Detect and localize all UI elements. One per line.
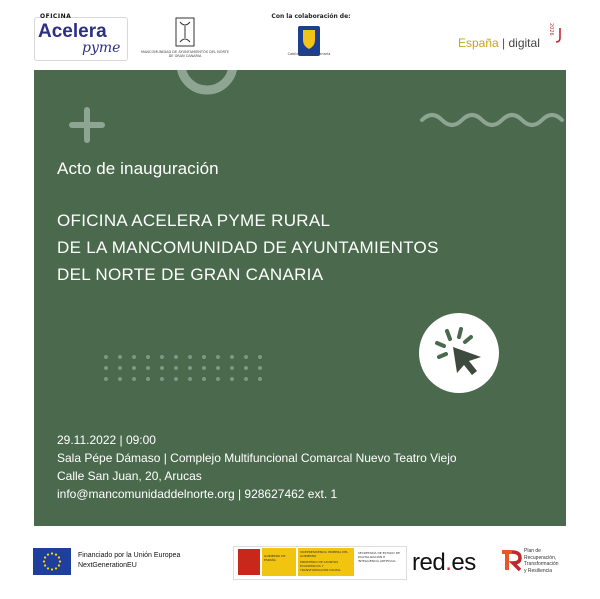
plan-line-4: y Resiliencia [524,567,553,574]
eu-star [47,567,49,569]
eu-star [55,567,57,569]
grid-dot [188,355,192,359]
eu-stars-icon [33,548,71,575]
grid-dot [216,366,220,370]
plan-line-2: Recuperación, [524,554,557,561]
event-subtitle: Acto de inauguración [57,159,219,178]
eu-line-2: NextGenerationEU [78,562,137,569]
grid-dot [230,355,234,359]
grid-dot [174,377,178,381]
eu-star [43,560,45,562]
red-es-logo [412,549,476,577]
grid-dot [160,355,164,359]
grid-dot [132,355,136,359]
grid-dot [244,355,248,359]
eu-line-1: Financiado por la Unión Europea [78,552,181,559]
grid-dot [118,355,122,359]
event-address: Calle San Juan, 20, Arucas [57,469,202,483]
secretaria-text: SECRETARÍA DE ESTADO DE DIGITALIZACIÓN E INTELIGENCIA ARTIFICIAL [358,551,400,563]
grid-dot [104,366,108,370]
headline-line-1: OFICINA ACELERA PYME RURAL [57,211,331,230]
eu-star [59,560,61,562]
grid-dot [160,366,164,370]
grid-dot [230,366,234,370]
eu-star [47,553,49,555]
eu-flag-icon [33,548,71,575]
grid-dot [258,355,262,359]
espana-word: España [458,36,499,50]
mancomunidad-emblem-icon [140,16,230,50]
redes-part-2: es [451,549,476,576]
grid-dot [174,366,178,370]
grid-dot [132,366,136,370]
cursor-click-icon [419,313,499,393]
plan-recuperacion-icon [500,548,522,574]
arrow-icon [554,22,568,46]
oficina-acelera-pyme-logo [38,15,128,59]
grid-dot [216,355,220,359]
gobierno-block [262,548,296,576]
plan-recuperacion-text [524,548,559,574]
logo-acelera-small: OFICINA [40,13,72,20]
logo-acelera-pyme: pyme [82,40,121,56]
headline-line-2: DE LA MANCOMUNIDAD DE AYUNTAMIENTOS [57,238,439,257]
eu-star [44,556,46,558]
year-mark [550,22,564,46]
grid-dot [132,377,136,381]
grid-dot [104,355,108,359]
eu-star [58,564,60,566]
grid-dot [258,377,262,381]
cabildo-logo-text: Cabildo de Gran Canaria [287,52,331,56]
plan-line-1: Plan de [524,548,541,554]
eu-star [58,556,60,558]
click-icon-circle [419,313,499,393]
gobierno-text: GOBIERNO DE ESPAÑA [264,554,286,562]
eu-star [55,553,57,555]
grid-dot [244,377,248,381]
espana-digital-logo: España | digital [458,36,540,50]
digital-word: digital [508,36,540,50]
grid-dot [202,355,206,359]
eu-star [51,568,53,570]
plus-decoration [72,110,102,140]
grid-dot [118,377,122,381]
mancomunidad-logo [140,16,230,60]
grid-dot [230,377,234,381]
grid-dot [160,377,164,381]
eu-funding-text [78,551,180,571]
redes-dot: . [445,549,452,576]
grid-dot [216,377,220,381]
logo-acelera-big: Acelera [38,21,107,42]
grid-dot [174,355,178,359]
grid-dot [258,366,262,370]
ring-decoration [181,70,233,90]
grid-dot [188,377,192,381]
grid-dot [104,377,108,381]
grid-dot [202,366,206,370]
grid-dot [118,366,122,370]
grid-dot [146,366,150,370]
eu-star [44,564,46,566]
event-venue: Sala Pépe Dámaso | Complejo Multifuncional Comarcal Nuevo Teatro Viejo [57,451,457,465]
spain-shield-icon [238,549,260,575]
vicepresidencia-text: VICEPRESIDENCIA PRIMERA DEL GOBIERNO [300,550,349,558]
wave-decoration [422,115,562,125]
grid-dot [146,377,150,381]
headline-line-3: DEL NORTE DE GRAN CANARIA [57,265,324,284]
grid-dot [188,366,192,370]
year-mark-text: 2026 [548,23,554,36]
grid-dot [146,355,150,359]
dot-grid-decoration [104,355,262,381]
redes-part-1: red [412,549,446,576]
ministerio-text: MINISTERIO DE ASUNTOS ECONÓMICOS Y TRANSFORMACIÓN DIGITAL [300,560,342,572]
mancomunidad-logo-text: MANCOMUNIDAD DE AYUNTAMIENTOS DEL NORTE DE GRAN CANARIA [141,50,229,58]
event-contact: info@mancomunidaddelnorte.org | 928627462 ext. 1 [57,487,338,501]
plan-line-3: Transformación [524,561,559,567]
grid-dot [244,366,248,370]
ministerio-block [298,548,354,576]
event-date-time: 29.11.2022 | 09:00 [57,433,156,447]
grid-dot [202,377,206,381]
eu-star [51,552,53,554]
colaboracion-label: Con la colaboración de: [271,13,351,20]
cabildo-shield-icon [298,26,320,52]
